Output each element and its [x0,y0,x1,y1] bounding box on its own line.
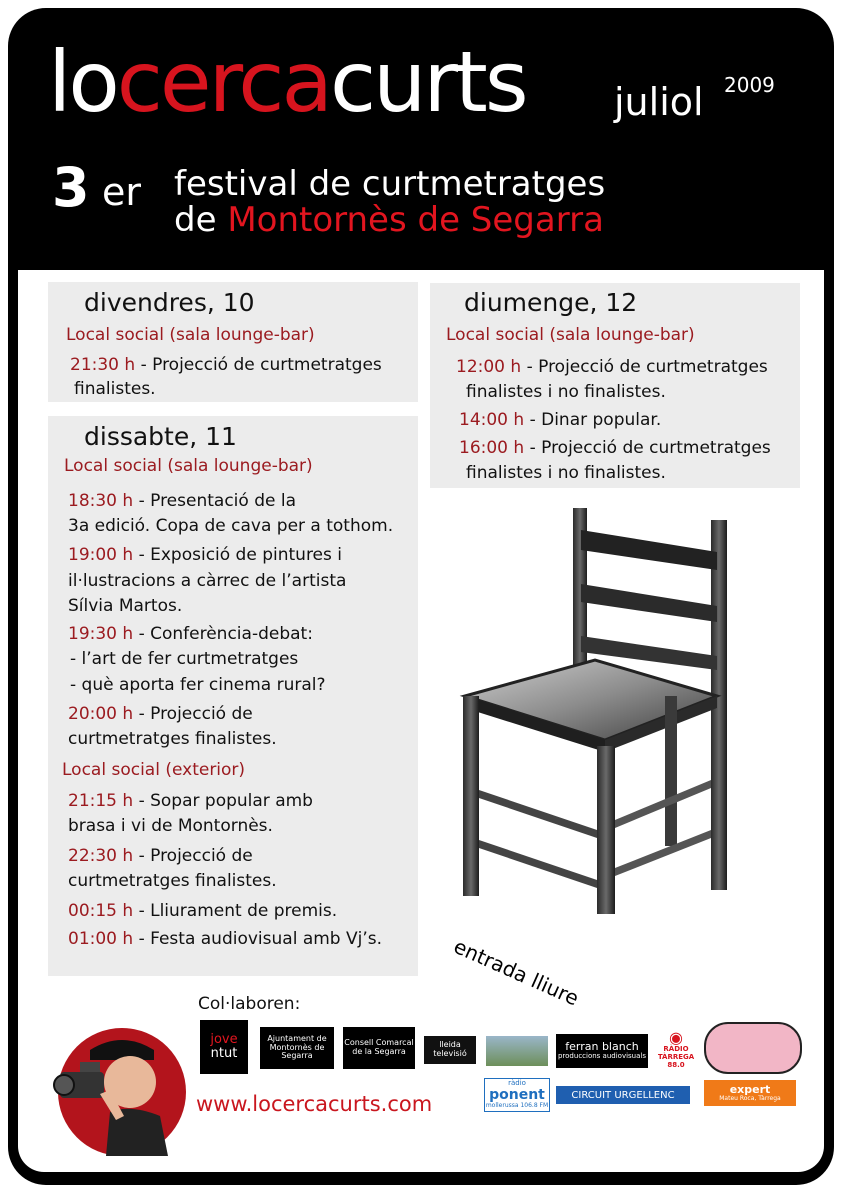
event-time: 19:30 h [68,624,134,644]
friday-event [70,352,382,378]
event-text: - Festa audiovisual amb Vj’s. [133,929,383,949]
sunday-event-cont: finalistes i no finalistes. [466,463,666,483]
event-time: 21:15 h [68,791,134,811]
ponent-logo [484,1078,550,1112]
radio-tarrega-freq: 88.0 [667,1060,685,1069]
event-time: 18:30 h [68,491,134,511]
saturday-event-cont: curtmetratges finalistes. [68,729,277,749]
free-entry-note: entrada lliure [450,934,583,1011]
consell-logo [343,1027,415,1069]
friday-location: Local social (sala lounge-bar) [66,325,315,345]
event-text: - Projecció de [133,704,253,724]
brand-lo: lo [48,33,117,131]
ponent-top-text: ràdio [508,1079,526,1088]
radio-tarrega-text: RÀDIO TÀRREGA [658,1045,694,1061]
event-text: - Projecció de curtmetratges [135,355,382,375]
event-time: 19:00 h [68,545,134,565]
ferran-text: ferran blanch [565,1040,639,1054]
ntut-text: ntut [210,1046,238,1061]
saturday-event-cont: - què aporta fer cinema rural? [70,675,326,695]
event-text: - Conferència-debat: [133,624,313,644]
event-time: 21:30 h [70,355,136,375]
ajuntament-logo [260,1027,334,1069]
website-link[interactable]: www.locercacurts.com [196,1092,433,1116]
consell-text: Consell Comarcal de la Segarra [344,1038,414,1056]
saturday-event [68,898,337,924]
saturday-event [68,926,382,952]
event-time: 12:00 h [456,357,522,377]
edition-number: 3 [52,156,90,219]
friday-event-cont: finalistes. [74,379,156,399]
saturday-event-cont: - l’art de fer curtmetratges [70,649,299,669]
saturday-event-cont: brasa i vi de Montornès. [68,816,273,836]
saturday-event-cont: 3a edició. Copa de cava per a tothom. [68,516,394,536]
radio-tarrega-icon: ◉ [669,1027,683,1047]
landscape-logo [486,1036,548,1066]
jove-text: jove [210,1031,238,1047]
expert-text: expert [729,1082,771,1096]
sunday-event [459,407,661,433]
saturday-event-cont: il·lustracions a càrrec de l’artista [68,571,347,591]
subtitle-place: Montornès de Segarra [227,200,604,240]
saturday-event [68,843,253,869]
radio-tarrega-logo [658,1026,694,1072]
event-time: 22:30 h [68,846,134,866]
saturday-event [68,621,313,647]
event-text: - Sopar popular amb [133,791,313,811]
lleida-tv-text: lleida televisió [433,1040,467,1058]
saturday-event [68,788,313,814]
brand-curts: curts [329,33,526,131]
sunday-event-cont: finalistes i no finalistes. [466,382,666,402]
ponent-sub-text: mollerussa 106.8 FM [485,1102,549,1110]
saturday-event [68,542,342,568]
subtitle-line1: festival de curtmetratges [174,164,606,204]
saturday-location2: Local social (exterior) [62,760,246,780]
cloud-logo [704,1022,802,1074]
festival-brand [48,33,526,131]
lleida-tv-logo [424,1036,476,1064]
event-time: 00:15 h [68,901,134,921]
ferran-sub-text: produccions audiovisuals [557,1052,646,1061]
event-text: - Projecció de curtmetratges [524,438,771,458]
ajuntament-text: Ajuntament de Montornès de Segarra [267,1033,327,1061]
event-text: - Projecció de [133,846,253,866]
event-text: - Dinar popular. [524,410,662,430]
chair-illustration [455,500,740,920]
festival-year: 2009 [724,73,775,97]
ponent-text: ponent [489,1086,545,1103]
saturday-day: dissabte, 11 [84,422,237,451]
event-text: - Lliurament de premis. [133,901,338,921]
event-text: - Presentació de la [133,491,296,511]
sunday-event [459,435,771,461]
circuit-urgellenc-logo [556,1086,690,1104]
subtitle-prefix: de [174,200,217,240]
saturday-event-cont: Sílvia Martos. [68,596,183,616]
friday-day: divendres, 10 [84,288,255,317]
sunday-day: diumenge, 12 [464,288,638,317]
expert-sub-text: Mateu Roca, Tàrrega [719,1094,781,1102]
edition-suffix: er [102,170,142,214]
saturday-location: Local social (sala lounge-bar) [64,456,313,476]
event-time: 16:00 h [459,438,525,458]
event-time: 14:00 h [459,410,525,430]
cameraman-mascot [50,1020,190,1160]
ferran-blanch-logo [556,1034,648,1068]
sunday-location: Local social (sala lounge-bar) [446,325,695,345]
saturday-event-cont: curtmetratges finalistes. [68,871,277,891]
event-text: - Exposició de pintures i [133,545,343,565]
collaborators-label: Col·laboren: [198,994,301,1014]
festival-month: juliol [614,80,704,124]
saturday-event [68,488,296,514]
sunday-event [456,354,768,380]
event-text: - Projecció de curtmetratges [521,357,768,377]
event-time: 20:00 h [68,704,134,724]
brand-cerca: cerca [116,33,330,131]
circuit-text: CIRCUIT URGELLENC [571,1089,675,1101]
saturday-event [68,701,253,727]
subtitle-line2 [174,202,604,239]
expert-logo [704,1080,796,1106]
event-time: 01:00 h [68,929,134,949]
jove-ntut-logo [200,1020,248,1074]
